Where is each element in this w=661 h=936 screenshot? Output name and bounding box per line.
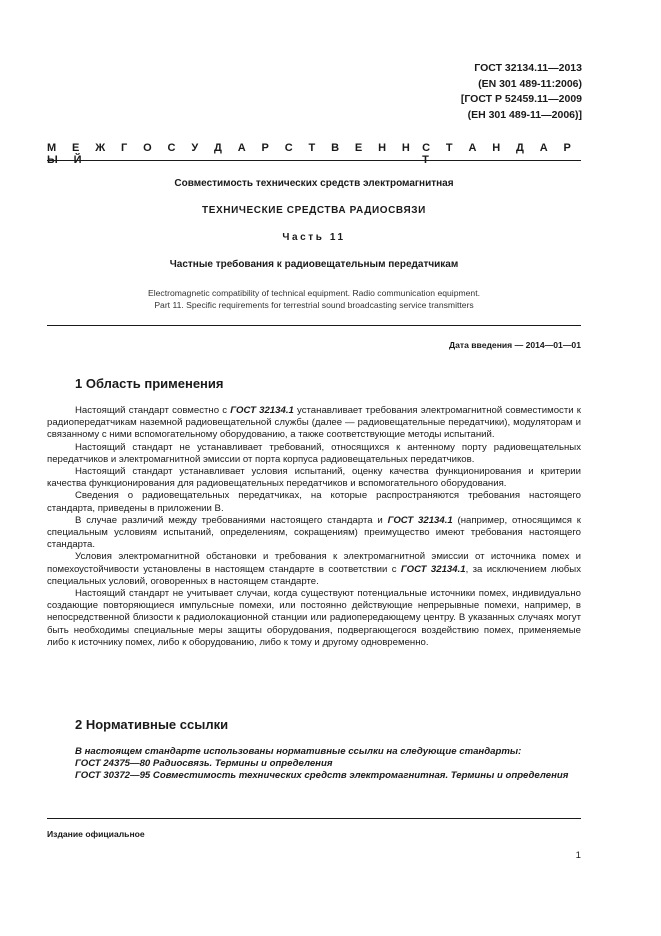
page-number: 1 [575,850,581,861]
paragraph: Условия электромагнитной обстановки и требования к электромагнитной эмиссии от источника помех и помехоустойчивости установлены в настоящем стандарте в соответствии с ГОСТ 32134.1, за исключением любых специальных условий, оговоренных в настоящем стандарте. [47,551,581,587]
english-title-line1: Electromagnetic compatibility of technical equipment. Radio communication equipment. [148,288,480,298]
section-heading: 2 Нормативные ссылки [75,717,229,732]
reference: ГОСТ 32134.1 [230,405,294,416]
reference-item: ГОСТ 30372—95 Совместимость технических средств электромагнитная. Термины и определения [75,770,569,782]
title-line2: ТЕХНИЧЕСКИЕ СРЕДСТВА РАДИОСВЯЗИ [202,205,426,216]
document-codes [461,61,582,123]
code-line: (EN 301 489-11:2006) [478,77,582,90]
reference-item: ГОСТ 24375—80 Радиосвязь. Термины и определения [75,758,333,770]
paragraph: Настоящий стандарт не устанавливает требований, относящихся к антенному порту радиовещательных передатчиков и электромагнитной эмиссии от порта корпуса радиовещательных передатчиков. [47,441,581,465]
paragraph: В настоящем стандарте использованы нормативные ссылки на следующие стандарты: [75,746,522,757]
title-rule [47,325,581,326]
section2-body [47,746,581,783]
section-heading: 1 Область применения [75,376,224,391]
subtitle: Частные требования к радиовещательным передатчикам [169,259,459,270]
paragraph: Настоящий стандарт устанавливает условия испытаний, оценку качества функционирования и критерии качества функционирования для радиовещательных передатчиков и вспомогательного оборудования. [47,466,581,490]
paragraph: Настоящий стандарт не учитывает случаи, когда существуют потенциальные источники помех, индивидуально создающие повторяющиеся импульсные помехи, или постоянно действующие непрерывные помехи, например, в непосредственной близости к радиолокационной станции или радиопередающему центру. В указанных случаях могут быть необходимы специальные меры защиты оборудования, подвергающегося воздействию помех, применяемые либо к источнику помех, либо к оборудованию, либо к тому и другому одновременно. [47,588,581,648]
reference: ГОСТ 32134.1 [387,514,453,526]
standard-banner [47,142,581,166]
top-rule [47,160,581,161]
edition-label: Издание официальное [47,829,145,839]
section1-body [47,405,581,649]
code-line: [ГОСТ Р 52459.11—2009 [460,93,582,105]
title-line1: Совместимость технических средств электромагнитная [174,178,454,189]
section2-heading [75,717,228,732]
banner-word-standard: С Т А Н Д А Р Т [422,142,578,166]
paragraph: Настоящий стандарт совместно с ГОСТ 32134.1 устанавливает требования электромагнитной совместимости к радиопередатчикам наземной радиовещательной службы (далее — радиовещательные передатчики), модуляторам и связанному с ними вспомогательному оборудованию, а также соответствующие методы испытаний. [47,405,581,441]
banner-word-interstate: М Е Ж Г О С У Д А Р С Т В Е Н Н Ы Й [47,142,417,166]
introduction-date: Дата введения — 2014—01—01 [448,340,581,350]
english-title-line2: Part 11. Specific requirements for terrestrial sound broadcasting service transmitters [154,300,474,310]
footer-rule [47,818,581,819]
code-line: (ЕН 301 489-11—2006)] [467,108,582,121]
reference: ГОСТ 32134.1 [400,563,466,575]
section1-heading [75,376,224,391]
code-line: ГОСТ 32134.11—2013 [474,62,582,74]
paragraph: В случае различий между требованиями настоящего стандарта и ГОСТ 32134.1 (например, относящимся к специальным условиям испытаний, определениям, сокращениям) преимущество имеют требования настоящего стандарта. [47,514,581,551]
part-label: Часть 11 [282,232,346,243]
paragraph: Сведения о радиовещательных передатчиках, на которые распространяются требования настоящего стандарта, приведены в приложении В. [47,490,581,514]
